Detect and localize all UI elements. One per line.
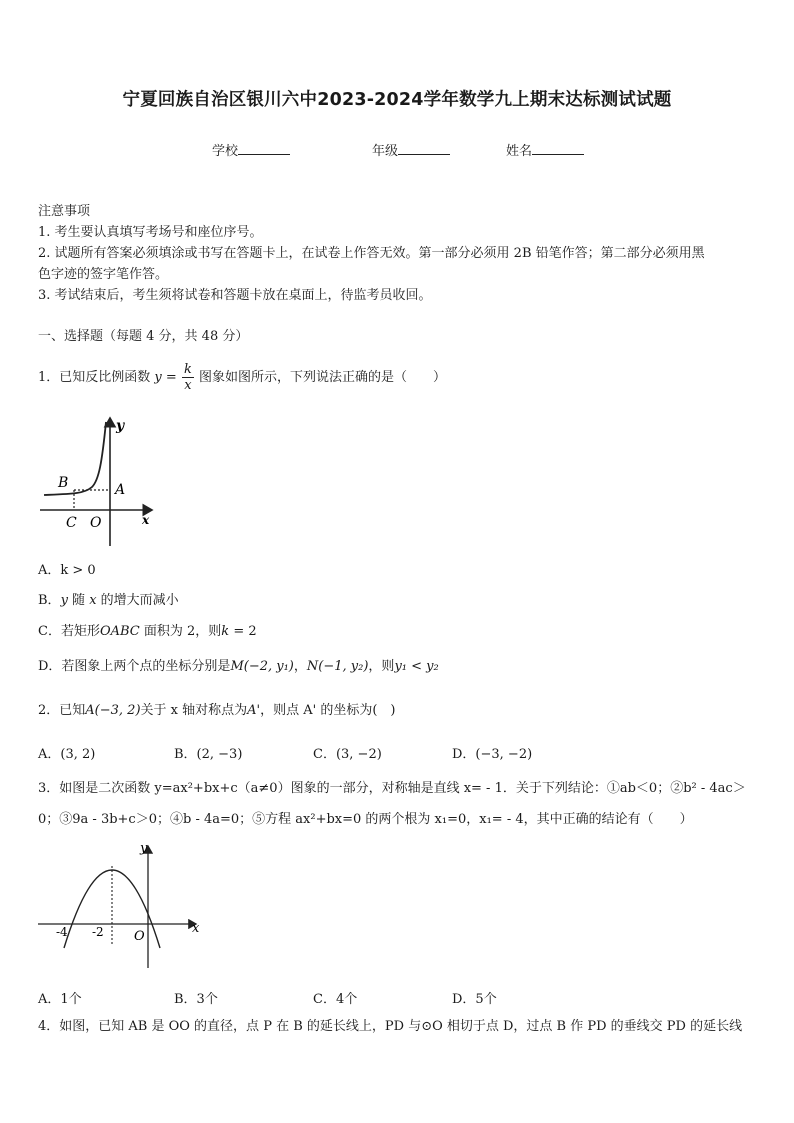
q2-option-d[interactable]: D．(−3, −2)	[452, 747, 533, 762]
q1-frac-num: k	[183, 362, 192, 377]
q3-label-m4: -4	[56, 925, 68, 939]
q1-b-pre: B．	[38, 593, 61, 608]
grade-field[interactable]	[372, 140, 450, 159]
note-item-3: 3. 考试结束后，考生须将试卷和答题卡放在桌面上，待监考员收回。	[38, 288, 432, 303]
q3-option-b[interactable]: B．3个	[174, 992, 218, 1007]
q1-b-post: 的增大而减小	[96, 593, 179, 608]
q2-option-c[interactable]: C．(3, −2)	[313, 747, 382, 762]
q1-b-mid: 随	[67, 593, 90, 608]
school-field[interactable]	[212, 140, 290, 159]
q3-label-m2: -2	[92, 925, 104, 939]
q2-pre: 2．已知	[38, 703, 86, 718]
grade-blank[interactable]	[398, 142, 450, 155]
q1-d-pre: D．若图象上两个点的坐标分别是	[38, 659, 231, 674]
q1-d-sep: ，	[293, 659, 307, 674]
q1-b-x: x	[89, 593, 97, 608]
q1-c-k: k	[221, 624, 230, 639]
q1-b-y: y	[60, 593, 68, 608]
q2-image-point: A'	[247, 703, 261, 718]
q2-post: ，则点 A' 的坐标为( )	[260, 703, 396, 718]
q2-option-a[interactable]: A．(3, 2)	[38, 747, 96, 762]
note-item-2-cont: 色字迹的签字笔作答。	[38, 267, 169, 282]
q1-label-y: y	[116, 418, 125, 434]
q1-d-cmp: y₁ < y₂	[394, 659, 439, 674]
q1-option-a[interactable]: A．k > 0	[38, 563, 96, 578]
q3-label-x: x	[192, 921, 200, 936]
q1-label-a: A	[115, 482, 126, 498]
q1-fraction	[182, 362, 194, 393]
q2-stem	[38, 702, 760, 720]
q1-option-c[interactable]	[38, 623, 760, 641]
q3-option-d[interactable]: D．5个	[452, 992, 497, 1007]
q1-label-b: B	[58, 475, 69, 491]
q1-label-o: O	[90, 515, 102, 531]
q4-stem-line1: 4．如图，已知 AB 是 OO 的直径，点 P 在 B 的延长线上，PD 与⊙O 相切于点 D，过点 B 作 PD 的垂线交 PD 的延长线	[38, 1019, 743, 1034]
q2-point: A(−3, 2)	[85, 703, 141, 718]
q3-stem-line2: 0；③9a - 3b+c＞0；④b - 4a=0；⑤方程 ax²+bx=0 的两个根为 x₁=0，x₁= - 4，其中正确的结论有（ ）	[38, 812, 693, 827]
notes-heading: 注意事项	[38, 204, 91, 219]
q1-lhs: y =	[154, 370, 177, 385]
q2-option-b[interactable]: B．(2, −3)	[174, 747, 243, 762]
q1-c-shape: OABC	[99, 624, 140, 639]
q3-option-c[interactable]: C．4个	[313, 992, 358, 1007]
q3-parabola-graph	[36, 840, 206, 972]
q1-option-b[interactable]	[38, 592, 760, 610]
q3-label-o: O	[134, 929, 145, 944]
q3-option-a[interactable]: A．1个	[38, 992, 82, 1007]
q1-label-c: C	[66, 515, 77, 531]
q2-mid: 关于 x 轴对称点为	[140, 703, 248, 718]
q1-c-pre: C．若矩形	[38, 624, 100, 639]
school-label: 学校	[212, 144, 239, 159]
q1-curve	[44, 422, 106, 495]
q1-d-mid: ，则	[368, 659, 395, 674]
q1-c-mid: 面积为 2，则	[139, 624, 222, 639]
note-item-1: 1. 考生要认真填写考场号和座位序号。	[38, 225, 263, 240]
school-blank[interactable]	[238, 142, 290, 155]
q3-label-y: y	[140, 841, 148, 856]
q1-stem	[38, 360, 760, 396]
name-field[interactable]	[506, 140, 584, 159]
name-label: 姓名	[506, 144, 533, 159]
q1-hyperbola-graph	[36, 412, 160, 552]
q1-frac-den: x	[184, 378, 192, 393]
name-blank[interactable]	[532, 142, 584, 155]
q1-prefix: 1．已知反比例函数	[38, 370, 151, 385]
q3-parabola	[64, 870, 160, 948]
q3-stem-line1: 3．如图是二次函数 y=ax²+bx+c（a≠0）图象的一部分，对称轴是直线 x= - 1．关于下列结论：①ab＜0；②b² - 4ac＞	[38, 781, 746, 796]
q1-d-m: M(−2, y₁)	[230, 659, 294, 674]
grade-label: 年级	[372, 144, 399, 159]
page-title: 宁夏回族自治区银川六中2023-2024学年数学九上期末达标测试试题	[122, 90, 672, 110]
q1-label-x: x	[142, 513, 150, 527]
q1-c-post: = 2	[229, 624, 257, 639]
note-item-2: 2. 试题所有答案必须填涂或书写在答题卡上，在试卷上作答无效。第一部分必须用 2B 铅笔作答；第二部分必须用黑	[38, 246, 705, 261]
q1-option-d[interactable]	[38, 658, 760, 676]
q1-suffix: 图象如图所示，下列说法正确的是（ ）	[198, 370, 446, 385]
section-heading: 一、选择题（每题 4 分，共 48 分）	[38, 329, 249, 344]
q1-d-n: N(−1, y₂)	[306, 659, 369, 674]
